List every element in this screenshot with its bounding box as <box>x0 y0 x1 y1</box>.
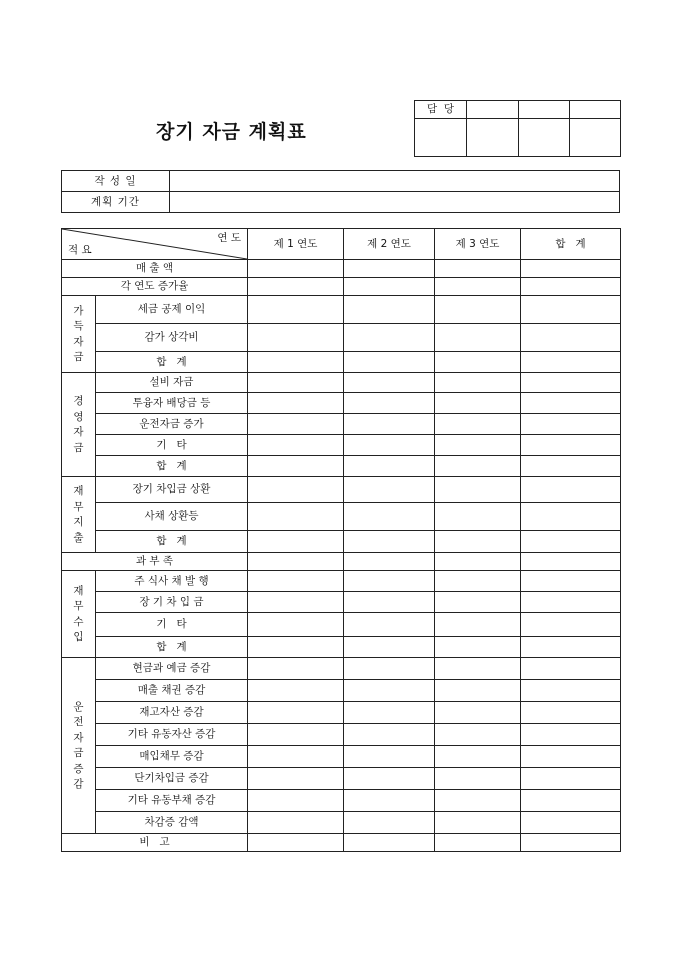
value-cell[interactable] <box>248 503 344 531</box>
operating-funds-row-label: 기 타 <box>96 435 248 456</box>
column-header: 제 1 연도 <box>248 229 344 260</box>
fund-plan-table <box>61 228 621 852</box>
plan-period-label: 계획 기간 <box>62 192 170 213</box>
value-cell[interactable] <box>344 571 435 592</box>
value-cell[interactable] <box>248 456 344 477</box>
value-cell[interactable] <box>248 571 344 592</box>
value-cell[interactable] <box>521 477 621 503</box>
value-cell[interactable] <box>248 553 344 571</box>
operating-funds-row-label: 운전자금 증가 <box>96 414 248 435</box>
value-cell[interactable] <box>248 702 344 724</box>
created-date-label: 작 성 일 <box>62 171 170 192</box>
value-cell[interactable] <box>521 812 621 834</box>
value-cell[interactable] <box>521 680 621 702</box>
value-cell[interactable] <box>344 435 435 456</box>
value-cell[interactable] <box>344 553 435 571</box>
acquired-funds-group-char: 자 <box>73 335 84 348</box>
value-cell[interactable] <box>435 324 521 352</box>
value-cell[interactable] <box>344 296 435 324</box>
operating-funds-row-label: 합 계 <box>96 456 248 477</box>
value-cell[interactable] <box>521 637 621 658</box>
value-cell[interactable] <box>521 613 621 637</box>
value-cell[interactable] <box>248 296 344 324</box>
value-cell[interactable] <box>521 296 621 324</box>
value-cell[interactable] <box>344 746 435 768</box>
value-cell[interactable] <box>344 680 435 702</box>
financial-income-group-char: 입 <box>73 631 84 643</box>
value-cell[interactable] <box>344 592 435 613</box>
value-cell[interactable] <box>344 373 435 393</box>
acquired-funds-group-char: 득 <box>73 320 84 332</box>
value-cell[interactable] <box>248 746 344 768</box>
working-capital-row-label: 차감증 감액 <box>96 812 248 834</box>
signature-cell[interactable] <box>467 119 519 157</box>
financial-expenditure-row-label: 장기 차입금 상환 <box>96 477 248 503</box>
value-cell[interactable] <box>435 812 521 834</box>
working-capital-group-char: 감 <box>73 778 84 790</box>
value-cell[interactable] <box>248 260 344 278</box>
value-cell[interactable] <box>435 724 521 746</box>
value-cell[interactable] <box>248 768 344 790</box>
surplus-row-label: 과 부 족 <box>62 553 248 571</box>
value-cell[interactable] <box>521 414 621 435</box>
value-cell[interactable] <box>435 680 521 702</box>
value-cell[interactable] <box>521 278 621 296</box>
financial-expenditure-group-char: 지 <box>73 516 84 528</box>
operating-funds-row-label: 설비 자금 <box>96 373 248 393</box>
acquired-funds-group-char: 가 <box>73 304 84 317</box>
value-cell[interactable] <box>435 373 521 393</box>
approval-cell[interactable] <box>519 101 570 119</box>
value-cell[interactable] <box>344 531 435 553</box>
value-cell[interactable] <box>344 456 435 477</box>
working-capital-row-label: 기타 유동부채 증감 <box>96 790 248 812</box>
value-cell[interactable] <box>248 658 344 680</box>
financial-income-group-label <box>62 571 96 658</box>
working-capital-row-label: 재고자산 증감 <box>96 702 248 724</box>
value-cell[interactable] <box>344 393 435 414</box>
value-cell[interactable] <box>344 503 435 531</box>
value-cell[interactable] <box>521 592 621 613</box>
value-cell[interactable] <box>435 746 521 768</box>
value-cell[interactable] <box>344 724 435 746</box>
approval-header: 담 당 <box>415 101 467 119</box>
value-cell[interactable] <box>248 414 344 435</box>
acquired-funds-group-char: 금 <box>73 351 84 363</box>
plan-period-field[interactable] <box>170 192 620 213</box>
value-cell[interactable] <box>344 278 435 296</box>
signature-cell[interactable] <box>519 119 570 157</box>
value-cell[interactable] <box>344 812 435 834</box>
value-cell[interactable] <box>521 724 621 746</box>
financial-expenditure-group-char: 재 <box>73 485 84 497</box>
value-cell[interactable] <box>344 768 435 790</box>
financial-income-row-label: 장 기 차 입 금 <box>96 592 248 613</box>
value-cell[interactable] <box>435 414 521 435</box>
financial-expenditure-row-label: 사채 상환등 <box>96 503 248 531</box>
value-cell[interactable] <box>521 658 621 680</box>
working-capital-row-label: 매입채무 증감 <box>96 746 248 768</box>
page-title: 장기 자금 계획표 <box>156 121 307 143</box>
value-cell[interactable] <box>521 553 621 571</box>
approval-cell[interactable] <box>467 101 519 119</box>
value-cell[interactable] <box>248 812 344 834</box>
value-cell[interactable] <box>248 435 344 456</box>
operating-funds-group-label <box>62 373 96 477</box>
growth-rate-row-label: 각 연도 증가율 <box>62 278 248 296</box>
working-capital-group-char: 자 <box>73 731 84 744</box>
info-table <box>61 170 620 213</box>
value-cell[interactable] <box>521 456 621 477</box>
financial-expenditure-group-char: 무 <box>73 500 84 513</box>
value-cell[interactable] <box>248 477 344 503</box>
value-cell[interactable] <box>521 352 621 373</box>
financial-income-group-char: 수 <box>73 615 84 628</box>
value-cell[interactable] <box>435 790 521 812</box>
acquired-funds-row-label: 감가 상각비 <box>96 324 248 352</box>
value-cell[interactable] <box>248 790 344 812</box>
acquired-funds-group-label <box>62 296 96 373</box>
operating-funds-group-char: 경 <box>73 395 84 407</box>
value-cell[interactable] <box>521 531 621 553</box>
operating-funds-group-char: 금 <box>73 441 84 454</box>
value-cell[interactable] <box>248 278 344 296</box>
value-cell[interactable] <box>248 352 344 373</box>
signature-cell[interactable] <box>570 119 621 157</box>
value-cell[interactable] <box>344 352 435 373</box>
value-cell[interactable] <box>248 613 344 637</box>
working-capital-group-char: 전 <box>73 716 84 728</box>
working-capital-group-char: 증 <box>73 762 84 775</box>
value-cell[interactable] <box>521 435 621 456</box>
value-cell[interactable] <box>435 834 521 852</box>
value-cell[interactable] <box>521 393 621 414</box>
financial-expenditure-group-label <box>62 477 96 553</box>
value-cell[interactable] <box>435 702 521 724</box>
value-cell[interactable] <box>435 768 521 790</box>
value-cell[interactable] <box>521 834 621 852</box>
value-cell[interactable] <box>248 680 344 702</box>
value-cell[interactable] <box>435 553 521 571</box>
value-cell[interactable] <box>344 324 435 352</box>
column-header: 제 3 연도 <box>435 229 521 260</box>
value-cell[interactable] <box>521 702 621 724</box>
working-capital-row-label: 기타 유동자산 증감 <box>96 724 248 746</box>
value-cell[interactable] <box>435 352 521 373</box>
approval-box <box>414 100 621 157</box>
value-cell[interactable] <box>344 790 435 812</box>
signature-cell[interactable] <box>415 119 467 157</box>
created-date-field[interactable] <box>170 171 620 192</box>
value-cell[interactable] <box>344 414 435 435</box>
operating-funds-row-label: 투융자 배당금 등 <box>96 393 248 414</box>
value-cell[interactable] <box>248 324 344 352</box>
working-capital-group-label <box>62 658 96 834</box>
value-cell[interactable] <box>435 456 521 477</box>
value-cell[interactable] <box>435 592 521 613</box>
value-cell[interactable] <box>435 278 521 296</box>
acquired-funds-row-label: 합 계 <box>96 352 248 373</box>
approval-cell[interactable] <box>570 101 621 119</box>
value-cell[interactable] <box>344 834 435 852</box>
operating-funds-group-char: 자 <box>73 426 84 438</box>
value-cell[interactable] <box>248 637 344 658</box>
value-cell[interactable] <box>344 613 435 637</box>
value-cell[interactable] <box>435 296 521 324</box>
value-cell[interactable] <box>435 637 521 658</box>
operating-funds-group-char: 영 <box>73 410 84 423</box>
corner-year-label: 연 도 <box>217 232 241 244</box>
value-cell[interactable] <box>435 613 521 637</box>
working-capital-row-label: 단기차입금 증감 <box>96 768 248 790</box>
value-cell[interactable] <box>435 435 521 456</box>
value-cell[interactable] <box>521 746 621 768</box>
value-cell[interactable] <box>435 260 521 278</box>
working-capital-group-char: 운 <box>73 700 84 713</box>
financial-income-group-char: 재 <box>73 584 84 597</box>
value-cell[interactable] <box>521 260 621 278</box>
financial-expenditure-group-char: 출 <box>73 531 84 544</box>
corner-header <box>62 229 248 260</box>
financial-expenditure-row-label: 합 계 <box>96 531 248 553</box>
financial-income-row-label: 기 타 <box>96 613 248 637</box>
acquired-funds-row-label: 세금 공제 이익 <box>96 296 248 324</box>
value-cell[interactable] <box>344 702 435 724</box>
corner-item-label: 적 요 <box>68 243 92 256</box>
value-cell[interactable] <box>435 477 521 503</box>
column-header: 합 계 <box>521 229 621 260</box>
value-cell[interactable] <box>521 373 621 393</box>
financial-income-row-label: 합 계 <box>96 637 248 658</box>
value-cell[interactable] <box>248 834 344 852</box>
value-cell[interactable] <box>248 373 344 393</box>
value-cell[interactable] <box>435 503 521 531</box>
value-cell[interactable] <box>435 531 521 553</box>
value-cell[interactable] <box>344 260 435 278</box>
value-cell[interactable] <box>521 571 621 592</box>
column-header: 제 2 연도 <box>344 229 435 260</box>
value-cell[interactable] <box>248 393 344 414</box>
working-capital-row-label: 매출 채권 증감 <box>96 680 248 702</box>
value-cell[interactable] <box>435 571 521 592</box>
working-capital-row-label: 현금과 예금 증감 <box>96 658 248 680</box>
value-cell[interactable] <box>344 658 435 680</box>
remarks-row-label: 비 고 <box>62 834 248 852</box>
value-cell[interactable] <box>248 724 344 746</box>
financial-income-row-label: 주 식사 채 발 행 <box>96 571 248 592</box>
value-cell[interactable] <box>344 477 435 503</box>
value-cell[interactable] <box>521 503 621 531</box>
value-cell[interactable] <box>521 790 621 812</box>
working-capital-group-char: 금 <box>73 747 84 759</box>
value-cell[interactable] <box>248 531 344 553</box>
value-cell[interactable] <box>435 658 521 680</box>
value-cell[interactable] <box>435 393 521 414</box>
value-cell[interactable] <box>344 637 435 658</box>
value-cell[interactable] <box>248 592 344 613</box>
sales-row-label: 매 출 액 <box>62 260 248 278</box>
value-cell[interactable] <box>521 324 621 352</box>
value-cell[interactable] <box>521 768 621 790</box>
financial-income-group-char: 무 <box>73 600 84 612</box>
